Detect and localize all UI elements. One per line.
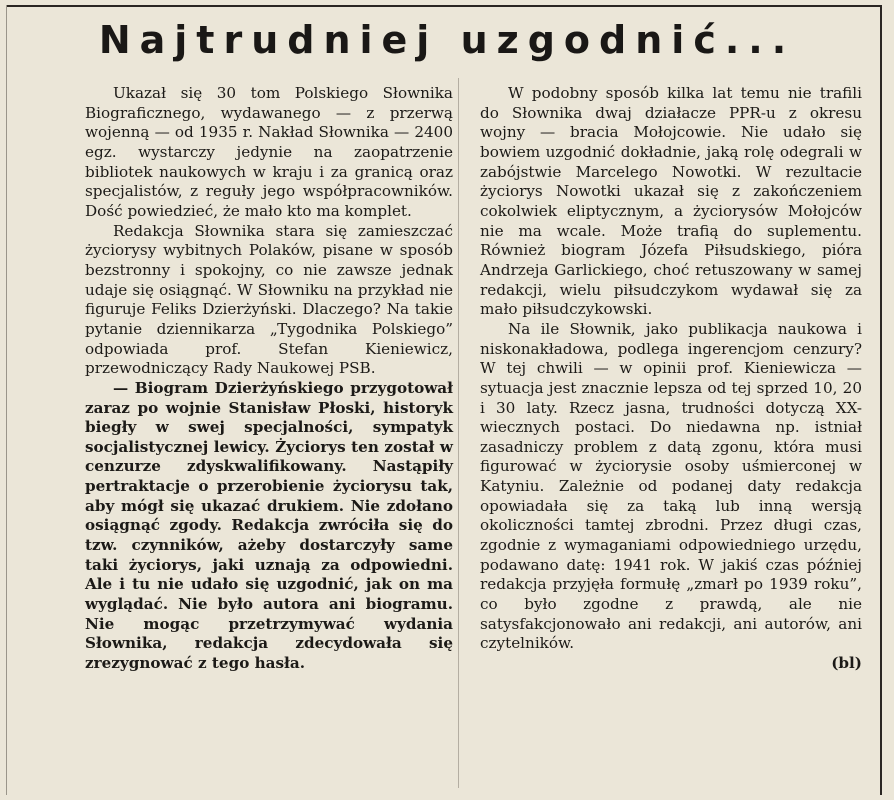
right-border-rule xyxy=(880,5,882,795)
paragraph-molojcowie: W podobny sposób kilka lat temu nie trafili do Słownika dwaj działacze PPR-u z okresu wojny — bracia Mołojcowie. Nie udało się bowiem uzgodnić dokładnie, jaką rolę odegrali w zabójstwie Marcelego Nowotki. W rezultacie życiorys Nowotki ukazał się z zakończeniem cokolwiek eliptycznym, a życiorysów Mołojców nie ma wcale. Może trafią do suplementu. Również biogram Józefa Piłsudskiego, pióra Andrzeja Garlickiego, choć retuszowany w samej redakcji, wielu piłsudczykom wydawał się za mało piłsudczykowski. xyxy=(480,84,862,319)
left-border-rule xyxy=(6,5,7,795)
column-divider xyxy=(458,78,459,788)
left-column xyxy=(85,84,453,674)
article-title: Najtrudniej uzgodnić... xyxy=(98,18,796,62)
paragraph-censorship: Na ile Słownik, jako publikacja naukowa i niskonakładowa, podlega ingerencjom cenzury? W tej chwili — w opinii prof. Kieniewicza — sytuacja jest znacznie lepsza od tej sprzed 10, 20 i 30 laty. Rzecz jasna, trudności dotyczą XX-wiecznych postaci. Do niedawna np. istniał zasadniczy problem z datą zgonu, która musi figurować w życiorysie osoby uśmierconej w Katyniu. Zależnie od podanej daty redakcja opowiadała się za taką lub inną wersją okoliczności tamtej zbrodni. Przez długi czas, zgodnie z wymaganiami odpowiedniego urzędu, podawano datę: 1941 rok. W jakiś czas później redakcja przyjęła formułę „zmarł po 1939 roku”, co było zgodne z prawdą, ale nie satysfakcjonowało ani redakcji, ani autorów, ani czytelników. xyxy=(480,319,862,653)
paragraph-intro: Ukazał się 30 tom Polskiego Słownika Biograficznego, wydawanego — z przerwą wojenną — od 1935 r. Nakład Słownika — 2400 egz. wystarczy jedynie na zaopatrzenie bibliotek naukowych w kraju i za granicą oraz specjalistów, z reguły jego współpracowników. Dość powiedzieć, że mało kto ma komplet. xyxy=(85,84,453,220)
paragraph-quote-bold: — Biogram Dzierżyńskiego przygotował zaraz po wojnie Stanisław Płoski, historyk biegły w swej specjalności, sympatyk socjalistycznej lewicy. Życiorys ten został w cenzurze zdyskwalifikowany. Nastąpiły pertraktacje o przerobienie życiorysu tak, aby mógł się ukazać drukiem. Nie zdołano osiągnąć zgody. Redakcja zwróciła się do tzw. czynników, ażeby dostarczyły same taki życiorys, jaki uznają za odpowiedni. Ale i tu nie udało się uzgodnić, jak on ma wyglądać. Nie było autora ani biogramu. Nie mogąc przetrzymywać wydania Słownika, redakcja zdecydowała się zrezygnować z tego hasła. xyxy=(85,378,453,673)
top-border-rule xyxy=(6,5,882,7)
right-column xyxy=(480,84,862,674)
author-signature: (bl) xyxy=(831,654,862,673)
paragraph-question: Redakcja Słownika stara się zamieszczać życiorysy wybitnych Polaków, pisane w sposób bezstronny i spokojny, co nie zawsze jednak udaje się osiągnąć. W Słowniku na przykład nie figuruje Feliks Dzierżyński. Dlaczego? Na takie pytanie dziennikarza „Tygodnika Polskiego” odpowiada prof. Stefan Kieniewicz, przewodniczący Rady Naukowej PSB. xyxy=(85,221,453,378)
